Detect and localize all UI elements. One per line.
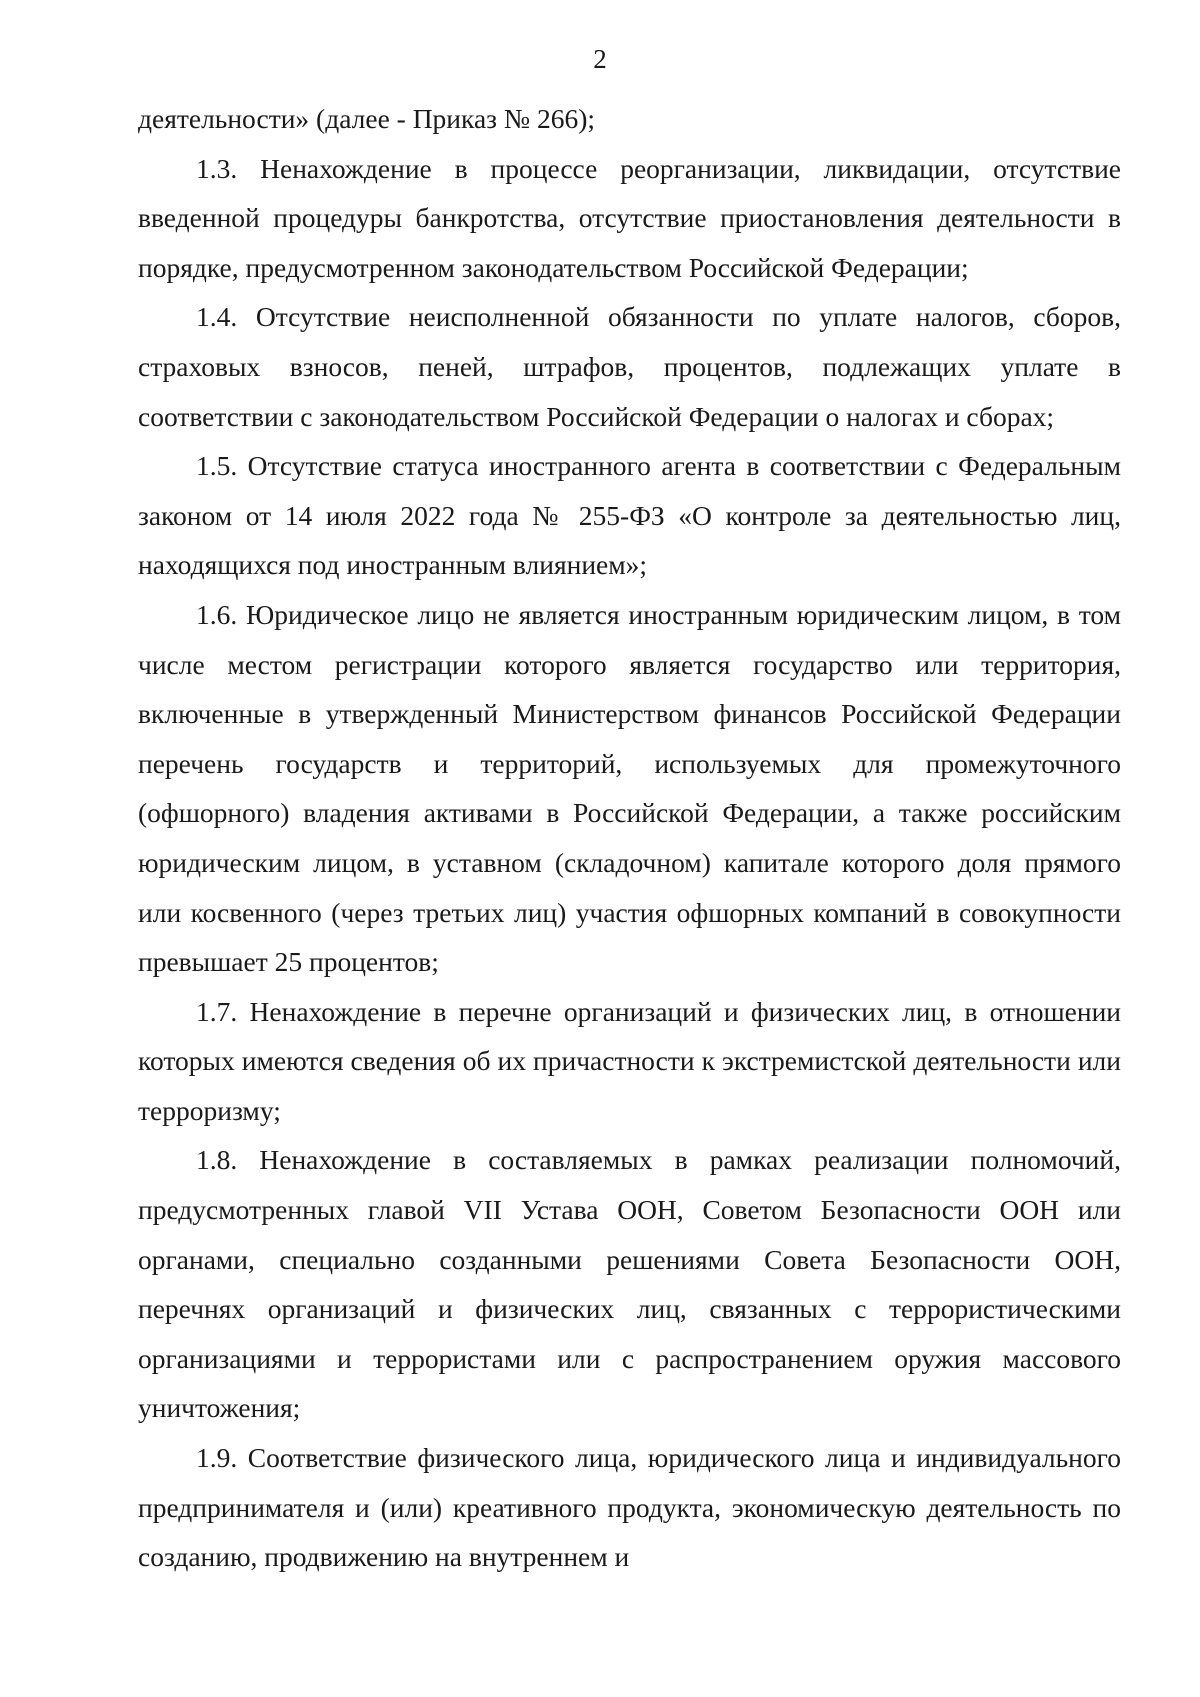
paragraph-continuation: деятельности» (далее - Приказ № 266); (138, 103, 596, 134)
page-number: 2 (593, 44, 607, 74)
paragraph-1-9: 1.9. Соответствие физического лица, юридического лица и индивидуального предпринимателя и (или) креативного продукта, экономическую деятельность по созданию, продвижению на внутреннем и (138, 1442, 1121, 1573)
paragraph-1-6: 1.6. Юридическое лицо не является иностранным юридическим лицом, в том числе местом регистрации которого является государство или территория, включенные в утвержденный Министерством финансов Российской Федерации перечень государств и территорий, используемых для промежуточного (офшорного) владения активами в Российской Федерации, а также российским юридическим лицом, в уставном (складочном) капитале которого доля прямого или косвенного (через третьих лиц) участия офшорных компаний в совокупности превышает 25 процентов; (138, 598, 1121, 978)
paragraph-1-7: 1.7. Ненахождение в перечне организаций и физических лиц, в отношении которых имеются сведения об их причастности к экстремистской деятельности или терроризму; (138, 995, 1121, 1126)
paragraph-1-3: 1.3. Ненахождение в процессе реорганизации, ликвидации, отсутствие введенной процедуры банкротства, отсутствие приостановления деятельности в порядке, предусмотренном законодательством Российской Федерации; (138, 152, 1121, 283)
paragraph-1-8: 1.8. Ненахождение в составляемых в рамках реализации полномочий, предусмотренных главой VII Устава ООН, Советом Безопасности ООН или органами, специально созданными решениями Совета Безопасности ООН, перечнях организаций и физических лиц, связанных с террористическими организациями и террористами или с распространением оружия массового уничтожения; (138, 1144, 1121, 1424)
paragraph-1-5: 1.5. Отсутствие статуса иностранного агента в соответствии с Федеральным законом от 14 июля 2022 года № 255-ФЗ «О контроле за деятельностью лиц, находящихся под иностранным влиянием»; (138, 450, 1121, 581)
document-body (138, 94, 1121, 1582)
paragraph-1-4: 1.4. Отсутствие неисполненной обязанности по уплате налогов, сборов, страховых взносов, пеней, штрафов, процентов, подлежащих уплате в соответствии с законодательством Российской Федерации о налогах и сборах; (138, 301, 1121, 432)
